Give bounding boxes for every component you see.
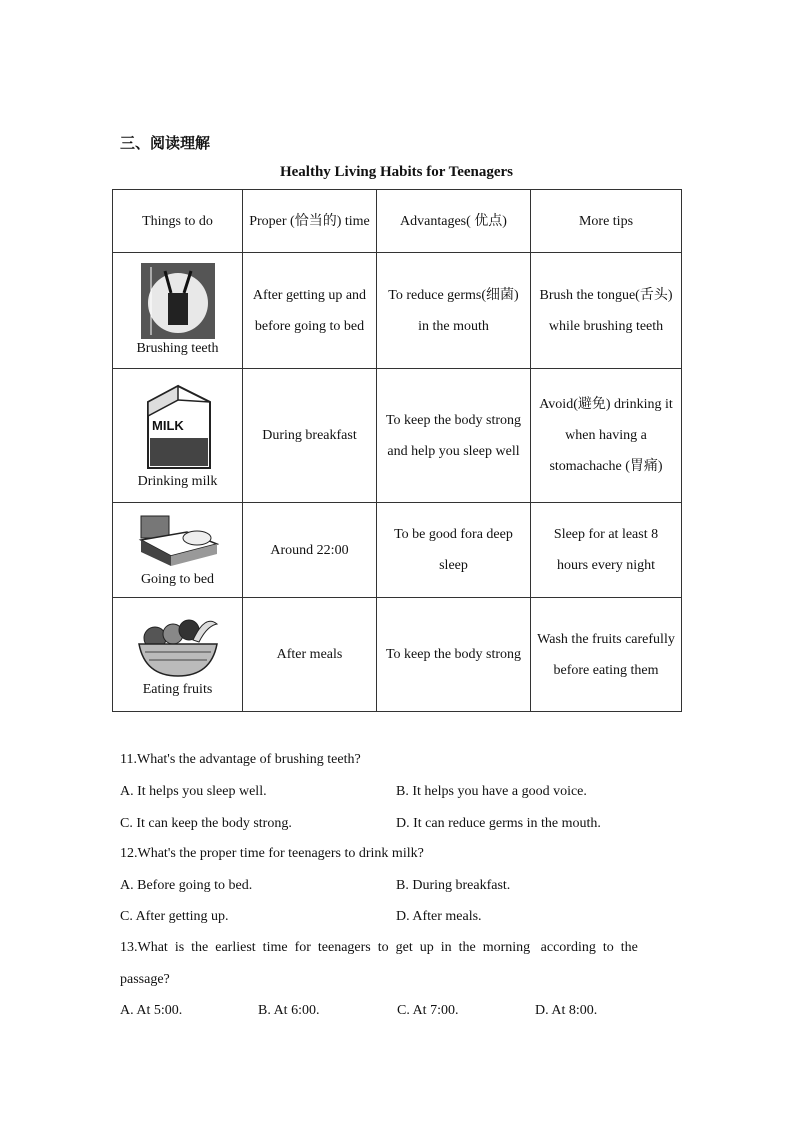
header-advantages: Advantages( 优点) xyxy=(377,190,531,253)
fruit-bowl-icon xyxy=(135,610,221,680)
habits-table xyxy=(112,189,682,712)
table-header-row xyxy=(113,190,682,253)
time-cell: During breakfast xyxy=(243,369,377,503)
question-11-option-c[interactable]: C. It can keep the body strong. xyxy=(120,816,292,831)
table-row xyxy=(113,598,682,712)
question-13-stem-line1: 13.What is the earliest time for teenagers to get up in the morning according to the xyxy=(120,940,638,955)
tip-cell: Brush the tongue(舌头) while brushing teeth xyxy=(531,253,682,369)
thing-label: Brushing teeth xyxy=(136,340,219,356)
advantage-cell: To reduce germs(细菌) in the mouth xyxy=(377,253,531,369)
header-tips: More tips xyxy=(531,190,682,253)
question-12-stem: 12.What's the proper time for teenagers to drink milk? xyxy=(120,846,424,861)
tip-cell: Sleep for at least 8 hours every night xyxy=(531,503,682,598)
question-11-option-b[interactable]: B. It helps you have a good voice. xyxy=(396,784,587,799)
question-11-option-d[interactable]: D. It can reduce germs in the mouth. xyxy=(396,816,601,831)
thing-cell xyxy=(113,369,243,503)
tip-cell: Avoid(避免) drinking it when having a stomachache (胃痛) xyxy=(531,369,682,503)
table-row xyxy=(113,369,682,503)
milk-carton-icon xyxy=(138,380,218,472)
thing-cell xyxy=(113,503,243,598)
time-cell: After meals xyxy=(243,598,377,712)
question-13-option-a[interactable]: A. At 5:00. xyxy=(120,1003,183,1018)
question-12-option-d[interactable]: D. After meals. xyxy=(396,909,482,924)
question-13-option-c[interactable]: C. At 7:00. xyxy=(397,1003,459,1018)
question-11-option-a[interactable]: A. It helps you sleep well. xyxy=(120,784,267,799)
advantage-cell: To be good fora deep sleep xyxy=(377,503,531,598)
toothbrush-cup-icon xyxy=(141,263,215,339)
question-13-stem-line2: passage? xyxy=(120,972,170,987)
milk-label: MILK xyxy=(151,417,184,433)
advantage-cell: To keep the body strong xyxy=(377,598,531,712)
header-time: Proper (恰当的) time xyxy=(243,190,377,253)
question-13-option-b[interactable]: B. At 6:00. xyxy=(258,1003,320,1018)
question-11-stem: 11.What's the advantage of brushing teeth? xyxy=(120,752,361,767)
time-cell: After getting up and before going to bed xyxy=(243,253,377,369)
time-cell: Around 22:00 xyxy=(243,503,377,598)
section-title: 三、阅读理解 xyxy=(120,136,211,152)
table-title: Healthy Living Habits for Teenagers xyxy=(279,164,514,180)
header-things: Things to do xyxy=(113,190,243,253)
bed-icon xyxy=(137,510,219,570)
thing-cell xyxy=(113,598,243,712)
thing-label: Eating fruits xyxy=(142,681,213,697)
question-12-option-b[interactable]: B. During breakfast. xyxy=(396,878,511,893)
thing-cell xyxy=(113,253,243,369)
tip-cell: Wash the fruits carefully before eating them xyxy=(531,598,682,712)
advantage-cell: To keep the body strong and help you sleep well xyxy=(377,369,531,503)
table-row xyxy=(113,503,682,598)
question-13-option-d[interactable]: D. At 8:00. xyxy=(535,1003,598,1018)
thing-label: Drinking milk xyxy=(137,473,218,489)
table-row xyxy=(113,253,682,369)
question-12-option-a[interactable]: A. Before going to bed. xyxy=(120,878,253,893)
question-12-option-c[interactable]: C. After getting up. xyxy=(120,909,229,924)
thing-label: Going to bed xyxy=(140,572,215,587)
